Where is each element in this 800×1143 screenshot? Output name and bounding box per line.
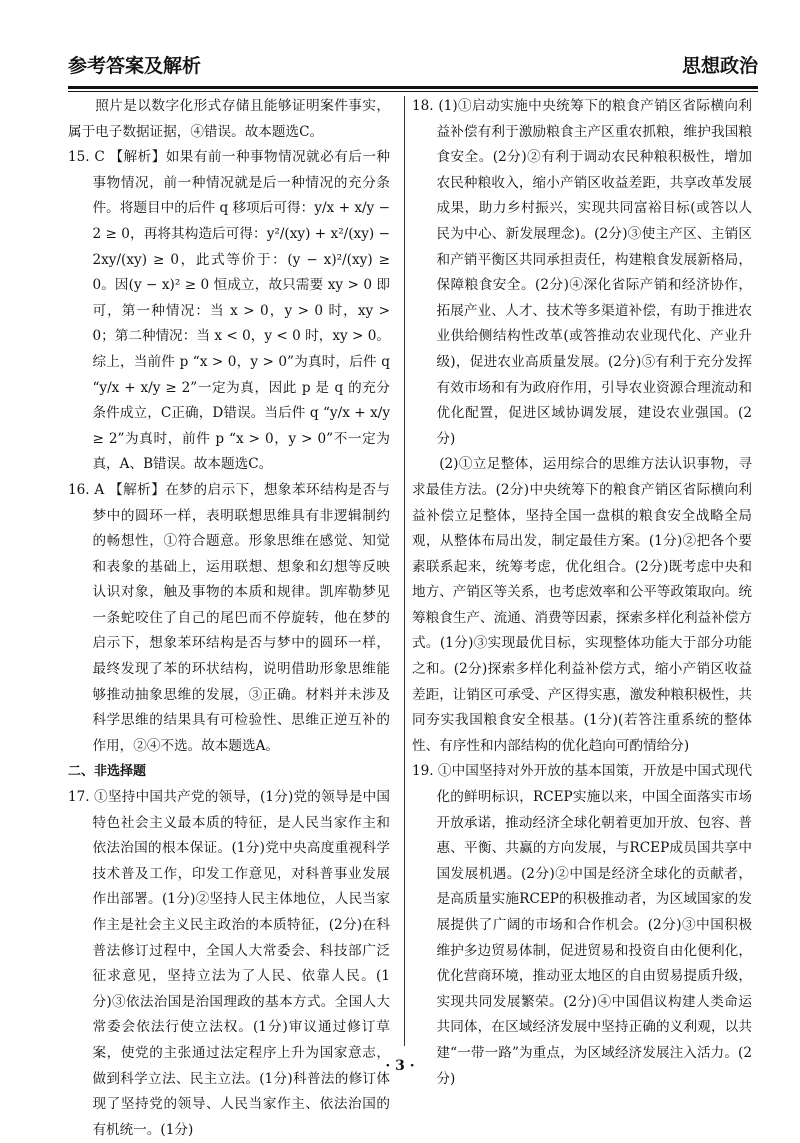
header-rule-thin (68, 91, 758, 92)
right-paragraph: 19. ①中国坚持对外开放的基本国策，开放是中国式现代化的鲜明标识，RCEP实施以来，中国全面落实市场开放承诺，推动经济全球化朝着更加开放、包容、普惠、平衡、共赢的方向发展，与RCEP成员国共享中国发展机遇。(2分)②中国是经济全球化的贡献者，是高质量实施RCEP的积极推动者，为区域国家的发展提供了广阔的市场和合作机会。(2分)③中国积极维护多边贸易体制，促进贸易和投资自由化便利化，优化营商环境，推动亚太地区的自由贸易提质升级，实现共同发展繁荣。(2分)④中国倡议构建人类命运共同体，在区域经济发展中坚持正确的义利观，以共建“一带一路”为重点，为区域经济发展注入活力。(2分) (412, 763, 752, 1087)
header-left-title: 参考答案及解析 (68, 55, 202, 77)
left-column (68, 94, 390, 1143)
header-rule (68, 86, 758, 89)
right-paragraph: (2)①立足整体，运用综合的思维方法认识事物，寻求最佳方法。(2分)中央统筹下的粮食产销区省际横向利益补偿立足整体，坚持全国一盘棋的粮食安全战略全局观，从整体布局出发，制定最佳方案。(1分)②把各个要素联系起来，统筹考虑，优化组合。(2分)既考虑中央和地方、产销区等关系，也考虑效率和公平等政策取向。统筹粮食生产、流通、消费等因素，探索多样化利益补偿方式。(1分)③实现最优目标，实现整体功能大于部分功能之和。(2分)探索多样化利益补偿方式，缩小产销区收益差距，让销区可承受、产区得实惠，激发种粮积极性，共同夯实我国粮食安全根基。(1分)(若答注重系统的整体性、有序性和内部结构的优化趋向可酌情给分) (412, 456, 752, 754)
left-paragraph: 照片是以数字化形式存储且能够证明案件事实，属于电子数据证据，④错误。故本题选C。 (68, 98, 390, 140)
left-paragraph: 17. ①坚持中国共产党的领导，(1分)党的领导是中国特色社会主义最本质的特征，是人民当家作主和依法治国的根本保证。(1分)党中央高度重视科学技术普及工作，印发工作意见，对科普事业发展作出部署。(1分)②坚持人民主体地位，人民当家作主是社会主义民主政治的本质特征，(2分)在科普法修订过程中，全国人大常委会、科技部广泛征求意见，坚持立法为了人民、依靠人民。(1分)③依法治国是治国理政的基本方式。全国人大常委会依法行使立法权。(1分)审议通过修订草案，使党的主张通过法定程序上升为国家意志，做到科学立法、民主立法。(1分)科普法的修订体现了坚持党的领导、人民当家作主、依法治国的有机统一。(1分) (68, 789, 390, 1138)
column-divider (404, 96, 405, 1046)
page-header (68, 38, 758, 78)
left-paragraph: 16. A 【解析】在梦的启示下，想象苯环结构是否与梦中的圆环一样，表明联想思维具有非逻辑制约的畅想性，①符合题意。形象思维在感觉、知觉和表象的基础上，运用联想、想象和幻想等反映认识对象，触及事物的本质和规律。凯库勒梦见一条蛇咬住了自己的尾巴而不停旋转，他在梦的启示下，想象苯环结构是否与梦中的圆环一样，最终发现了苯的环状结构，说明借助形象思维能够推动抽象思维的发展，③正确。材料并未涉及科学思维的结果具有可检验性、思维正逆互补的作用，②④不选。故本题选A。 (68, 481, 390, 754)
page-number: · 3 · (385, 1058, 415, 1074)
left-paragraph: 二、非选择题 (68, 764, 147, 780)
right-paragraph: 18. (1)①启动实施中央统筹下的粮食产销区省际横向利益补偿有利于激励粮食主产区重农抓粮，维护我国粮食安全。(2分)②有利于调动农民种粮积极性，增加农民种粮收入，缩小产销区收益差距，共享改革发展成果，助力乡村振兴，实现共同富裕目标(或答以人民为中心、新发展理念)。(2分)③使主产区、主销区和产销平衡区共同承担责任，构建粮食发展新格局，保障粮食安全。(2分)④深化省际产销和经济协作，拓展产业、人才、技术等多渠道补偿，有助于推进农业供给侧结构性改革(或答推动农业现代化、产业升级)，促进农业高质量发展。(2分)⑤有利于充分发挥有效市场和有为政府作用，引导农业资源合理流动和优化配置，促进区域协调发展，建设农业强国。(2分) (412, 98, 752, 447)
left-paragraph: 15. C 【解析】如果有前一种事物情况就必有后一种事物情况，前一种情况就是后一种情况的充分条件。将题目中的后件 q 移项后可得：y/x + x/y − 2 ≥ 0，再将其构造后可得：y²/(xy) + x²/(xy) − 2xy/(xy) ≥ 0，此式等价于：(y − x)²/(xy) ≥ 0。因(y − x)² ≥ 0 恒成立，故只需要 xy > 0 即可，第一种情况：当 x > 0，y > 0 时，xy > 0；第二种情况：当 x < 0，y < 0 时，xy > 0。综上，当前件 p “x > 0，y > 0”为真时，后件 q “y/x + x/y ≥ 2”一定为真，因此 p 是 q 的充分条件成立，C正确，D错误。当后件 q “y/x + x/y ≥ 2”为真时，前件 p “x > 0，y > 0”不一定为真，A、B错误。故本题选C。 (68, 149, 390, 473)
right-column (412, 94, 752, 1092)
header-subject: 思想政治 (681, 55, 758, 77)
